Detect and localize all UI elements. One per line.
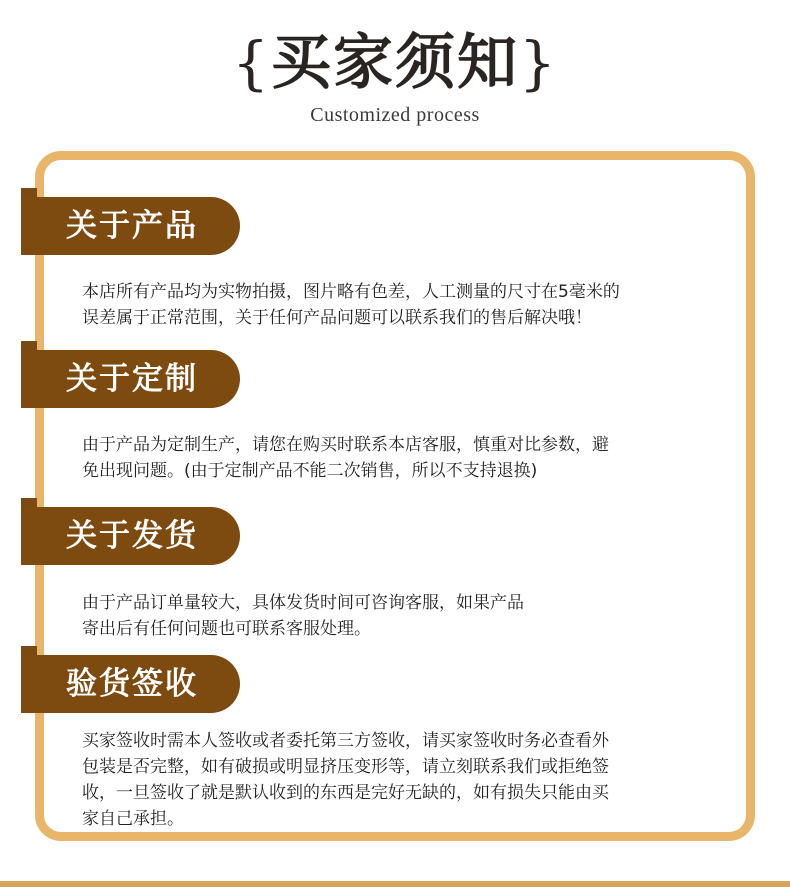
bottom-divider — [0, 881, 790, 887]
section-text-custom — [82, 432, 722, 484]
text-line: 由于产品为定制生产，请您在购买时联系本店客服，慎重对比参数，避 — [82, 435, 609, 455]
text-line: 误差属于正常范围，关于任何产品问题可以联系我们的售后解决哦！ — [82, 308, 592, 328]
text-line: 家自己承担。 — [82, 809, 184, 829]
text-line: 买家签收时需本人签收或者委托第三方签收，请买家签收时务必查看外 — [82, 731, 609, 751]
section-heading-custom: 关于定制 — [21, 350, 240, 408]
right-brace: } — [519, 29, 558, 97]
page-subtitle: Customized process — [310, 104, 480, 126]
title-text: 买家须知 — [271, 28, 519, 98]
left-brace: { — [232, 29, 271, 97]
section-heading-receipt: 验货签收 — [21, 655, 240, 713]
text-line: 包装是否完整，如有破损或明显挤压变形等，请立刻联系我们或拒绝签 — [82, 757, 609, 777]
section-heading-product: 关于产品 — [21, 197, 240, 255]
section-text-shipping — [82, 590, 722, 642]
section-text-product — [82, 279, 722, 331]
section-heading-shipping: 关于发货 — [21, 507, 240, 565]
page-title — [0, 26, 790, 100]
text-line: 收，一旦签收了就是默认收到的东西是完好无缺的，如有损失只能由买 — [82, 783, 609, 803]
section-text-receipt — [82, 728, 722, 832]
text-line: 寄出后有任何问题也可联系客服处理。 — [82, 619, 371, 639]
text-line: 本店所有产品均为实物拍摄，图片略有色差，人工测量的尺寸在5毫米的 — [82, 282, 620, 302]
text-line: 由于产品订单量较大，具体发货时间可咨询客服，如果产品 — [82, 593, 524, 613]
header — [0, 26, 790, 127]
text-line: 免出现问题。(由于定制产品不能二次销售，所以不支持退换) — [82, 461, 538, 481]
